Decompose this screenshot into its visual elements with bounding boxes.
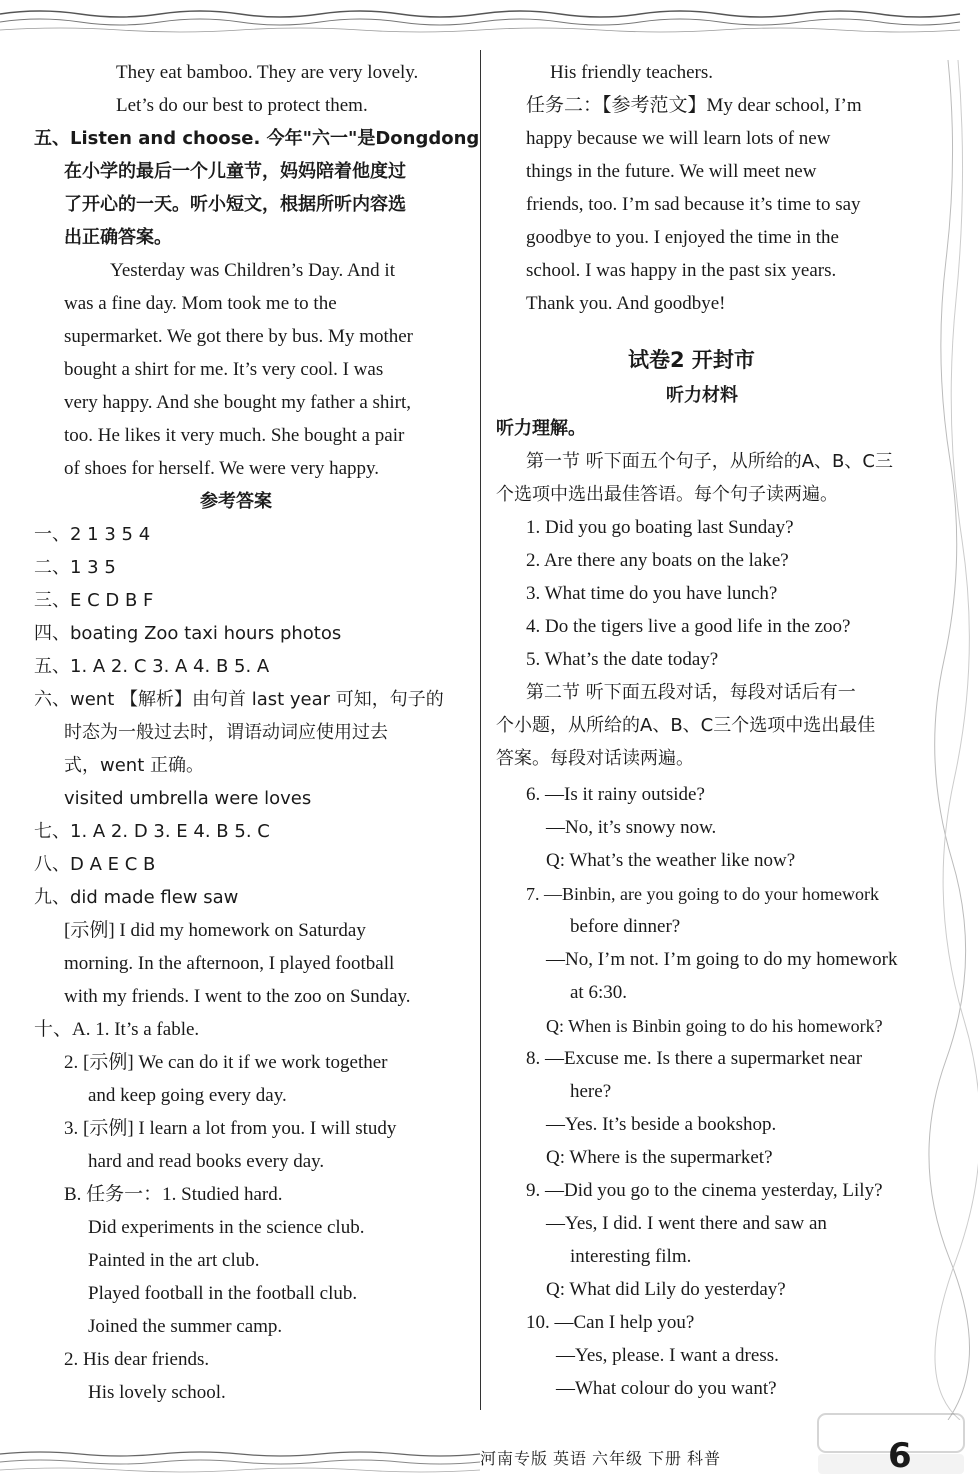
text-line: His friendly teachers. xyxy=(550,62,714,83)
question-line: 10. —Can I help you? xyxy=(526,1312,695,1333)
text-line: goodbye to you. I enjoyed the time in the xyxy=(526,227,839,248)
answer-heading: 参考答案 xyxy=(200,491,272,512)
question-line: Q: When is Binbin going to do his homework? xyxy=(546,1016,883,1036)
question-line: —No, I’m not. I’m going to do my homework xyxy=(546,949,898,970)
question-line: at 6:30. xyxy=(570,982,627,1003)
answer-line: 七、1. A 2. D 3. E 4. B 5. C xyxy=(34,821,270,842)
text-line: Did experiments in the science club. xyxy=(88,1217,365,1238)
answer-line: 式，went 正确。 xyxy=(64,755,204,776)
section-subtitle: 听力材料 xyxy=(666,385,738,406)
question-line: —Yes, I did. I went there and saw an xyxy=(546,1213,827,1234)
text-line: things in the future. We will meet new xyxy=(526,161,817,182)
text-line: very happy. And she bought my father a shirt, xyxy=(64,392,412,413)
question-line: —Yes. It’s beside a bookshop. xyxy=(546,1114,777,1135)
text-line: 在小学的最后一个儿童节，妈妈陪着他度过 xyxy=(64,161,406,182)
answer-line: 四、boating Zoo taxi hours photos xyxy=(34,623,342,644)
question-line: —Yes, please. I want a dress. xyxy=(556,1345,779,1366)
question-line: 2. Are there any boats on the lake? xyxy=(526,550,789,571)
section-heading: 听力理解。 xyxy=(496,418,586,439)
question-line: 7. —Binbin, are you going to do your homework xyxy=(526,884,879,904)
text-line: supermarket. We got there by bus. My mother xyxy=(64,326,414,347)
question-line: Q: Where is the supermarket? xyxy=(546,1147,773,1168)
question-line: 3. What time do you have lunch? xyxy=(526,583,778,604)
text-line: bought a shirt for me. It’s very cool. I was xyxy=(64,359,384,380)
answer-line: 一、2 1 3 5 4 xyxy=(34,524,151,545)
question-line: —No, it’s snowy now. xyxy=(546,817,717,838)
page-footer: 河南专版 英语 六年级 下册 科普 xyxy=(480,1451,722,1468)
text-line: morning. In the afternoon, I played football xyxy=(64,953,395,974)
instruction-line: 答案。每段对话读两遍。 xyxy=(496,748,694,769)
text-line: 2. [示例] We can do it if we work together xyxy=(64,1052,388,1073)
text-line: too. He likes it very much. She bought a pair xyxy=(64,425,405,446)
answer-line: 五、1. A 2. C 3. A 4. B 5. A xyxy=(34,656,270,677)
answer-line: 二、1 3 5 xyxy=(34,557,116,578)
instruction-line: 个选项中选出最佳答语。每个句子读两遍。 xyxy=(496,484,838,505)
exam-title: 试卷2 开封市 xyxy=(628,348,755,372)
text-line: of shoes for herself. We were very happy. xyxy=(64,458,380,479)
question-line: —What colour do you want? xyxy=(556,1378,777,1399)
text-line: 了开心的一天。听小短文，根据所听内容选 xyxy=(64,194,406,215)
answer-line: visited umbrella were loves xyxy=(64,788,312,809)
text-line: Painted in the art club. xyxy=(88,1250,260,1271)
question-line: 8. —Excuse me. Is there a supermarket near xyxy=(526,1048,863,1069)
page-number: 6 xyxy=(888,1436,912,1476)
text-line: friends, too. I’m sad because it’s time to say xyxy=(526,194,861,215)
text-line: Yesterday was Children’s Day. And it xyxy=(110,260,395,281)
answer-line: 六、went 【解析】由句首 last year 可知，句子的 xyxy=(34,689,444,710)
answer-line: 八、D A E C B xyxy=(34,854,156,875)
right-edge-decoration xyxy=(928,60,978,1420)
text-line: school. I was happy in the past six years. xyxy=(526,260,837,281)
section-heading: 五、Listen and choose. 今年"六一"是Dongdong xyxy=(34,128,480,149)
text-line: with my friends. I went to the zoo on Sunday. xyxy=(64,986,411,1007)
text-line: 出正确答案。 xyxy=(64,227,172,248)
question-line: interesting film. xyxy=(570,1246,692,1267)
question-line: 1. Did you go boating last Sunday? xyxy=(526,517,794,538)
question-line: Q: What did Lily do yesterday? xyxy=(546,1279,786,1300)
text-line: Played football in the football club. xyxy=(88,1283,358,1304)
instruction-line: 第二节 听下面五段对话，每段对话后有一 xyxy=(526,682,856,703)
text-line: happy because we will learn lots of new xyxy=(526,128,831,149)
text-line: [示例] I did my homework on Saturday xyxy=(64,920,366,941)
instruction-line: 个小题，从所给的A、B、C三个选项中选出最佳 xyxy=(496,715,876,736)
text-line: 2. His dear friends. xyxy=(64,1349,210,1370)
top-wave-border xyxy=(0,0,979,40)
text-line: 任务二：【参考范文】My dear school, I’m xyxy=(526,95,862,116)
question-line: 9. —Did you go to the cinema yesterday, Lily? xyxy=(526,1180,883,1201)
answer-line: 十、A. 1. It’s a fable. xyxy=(34,1019,200,1040)
answer-line: 时态为一般过去时，谓语动词应使用过去 xyxy=(64,722,388,743)
answer-line: 九、did made flew saw xyxy=(34,887,239,908)
question-line: here? xyxy=(570,1081,612,1102)
text-line: Thank you. And goodbye! xyxy=(526,293,726,314)
question-line: Q: What’s the weather like now? xyxy=(546,850,796,871)
text-line: They eat bamboo. They are very lovely. xyxy=(116,62,419,83)
text-line: B. 任务一：1. Studied hard. xyxy=(64,1184,283,1205)
question-line: before dinner? xyxy=(570,916,681,937)
column-divider xyxy=(480,50,481,1410)
text-line: 3. [示例] I learn a lot from you. I will study xyxy=(64,1118,397,1139)
text-line: His lovely school. xyxy=(88,1382,226,1403)
question-line: 4. Do the tigers live a good life in the zoo? xyxy=(526,616,851,637)
answer-line: 三、E C D B F xyxy=(34,590,154,611)
text-line: hard and read books every day. xyxy=(88,1151,325,1172)
question-line: 6. —Is it rainy outside? xyxy=(526,784,705,805)
instruction-line: 第一节 听下面五个句子，从所给的A、B、C三 xyxy=(526,451,893,472)
text-line: was a fine day. Mom took me to the xyxy=(64,293,337,314)
question-line: 5. What’s the date today? xyxy=(526,649,719,670)
text-line: Joined the summer camp. xyxy=(88,1316,283,1337)
text-line: Let’s do our best to protect them. xyxy=(116,95,368,116)
text-line: and keep going every day. xyxy=(88,1085,287,1106)
